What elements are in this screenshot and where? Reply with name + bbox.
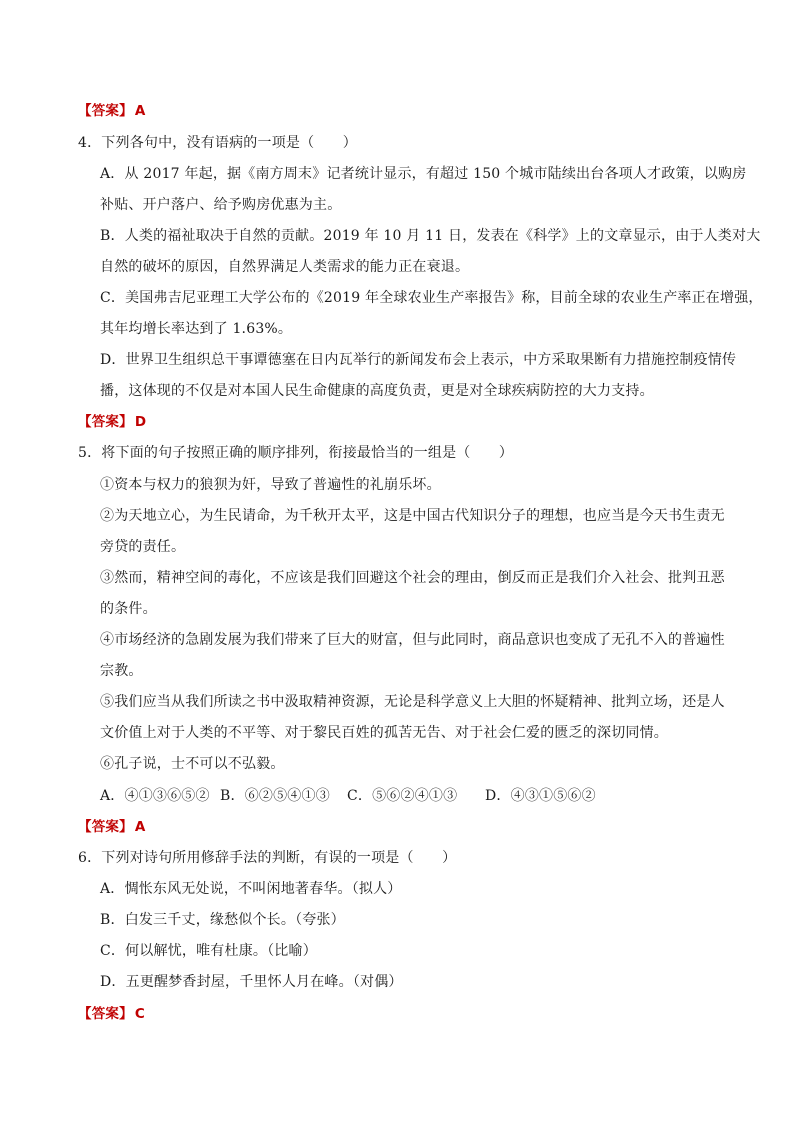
answer-value: A bbox=[134, 819, 146, 835]
answer-label-q3 bbox=[78, 101, 145, 121]
question-4-option-b-line1: B．人类的福祉取决于自然的贡献。2019 年 10 月 11 日，发表在《科学》上的文章显示，由于人类对大 bbox=[100, 228, 761, 244]
answer-value: D bbox=[134, 414, 147, 430]
answer-close-bracket: 】 bbox=[119, 103, 133, 119]
answer-value: A bbox=[134, 103, 146, 119]
answer-open-bracket: 【 bbox=[78, 103, 92, 119]
question-5-sentence-6: ⑥孔子说，士不可以不弘毅。 bbox=[100, 756, 285, 772]
question-5-sentence-5-line1: ⑤我们应当从我们所读之书中汲取精神资源，无论是科学意义上大胆的怀疑精神、批判立场，还是人 bbox=[100, 694, 725, 710]
answer-word: 答案 bbox=[91, 819, 120, 835]
question-6-option-c: C．何以解忧，唯有杜康。（比喻） bbox=[100, 943, 317, 959]
answer-word: 答案 bbox=[91, 1006, 120, 1022]
question-5-stem: 5．将下面的句子按照正确的顺序排列，衔接最恰当的一组是（ ） bbox=[78, 445, 514, 461]
question-5-choice-c: C．⑤⑥②④①③ bbox=[347, 788, 458, 804]
answer-word: 答案 bbox=[91, 414, 120, 430]
question-5-sentence-2-line1: ②为天地立心，为生民请命，为千秋开太平，这是中国古代知识分子的理想，也应当是今天书生责无 bbox=[100, 508, 725, 524]
answer-label-q5 bbox=[78, 817, 145, 837]
question-4-option-d-line2: 播，这体现的不仅是对本国人民生命健康的高度负责，更是对全球疾病防控的大力支持。 bbox=[100, 383, 654, 399]
question-5-sentence-5-line2: 文价值上对于人类的不平等、对于黎民百姓的孤苦无告、对于社会仁爱的匮乏的深切同情。 bbox=[100, 725, 668, 741]
question-5-sentence-3-line1: ③然而，精神空间的毒化，不应该是我们回避这个社会的理由，倒反而正是我们介入社会、批判丑恶 bbox=[100, 570, 725, 586]
question-5-sentence-4-line2: 宗教。 bbox=[100, 663, 143, 679]
answer-label-q4 bbox=[78, 412, 146, 432]
question-6-option-b: B．白发三千丈，缘愁似个长。（夸张） bbox=[100, 912, 345, 928]
question-6-option-d: D．五更醒梦香封屋，千里怀人月在峰。（对偶） bbox=[100, 974, 403, 990]
answer-open-bracket: 【 bbox=[78, 819, 92, 835]
question-4-option-a-line1: A．从 2017 年起，据《南方周末》记者统计显示，有超过 150 个城市陆续出台各项人才政策，以购房 bbox=[100, 166, 747, 182]
answer-value: C bbox=[134, 1006, 145, 1022]
question-5-sentence-3-line2: 的条件。 bbox=[100, 601, 157, 617]
question-6-stem: 6．下列对诗句所用修辞手法的判断，有误的一项是（ ） bbox=[78, 850, 457, 866]
question-5-sentence-2-line2: 旁贷的责任。 bbox=[100, 539, 186, 555]
question-4-option-c-line2: 其年均增长率达到了 1.63%。 bbox=[100, 321, 293, 337]
question-4-option-a-line2: 补贴、开户落户、给予购房优惠为主。 bbox=[100, 197, 342, 213]
question-4-option-b-line2: 自然的破坏的原因，自然界满足人类需求的能力正在衰退。 bbox=[100, 259, 470, 275]
answer-close-bracket: 】 bbox=[119, 819, 133, 835]
answer-word: 答案 bbox=[91, 103, 120, 119]
question-5-sentence-1: ①资本与权力的狼狈为奸，导致了普遍性的礼崩乐坏。 bbox=[100, 477, 441, 493]
question-6-option-a: A．惆怅东风无处说，不叫闲地著春华。（拟人） bbox=[100, 881, 402, 897]
question-4-option-d-line1: D．世界卫生组织总干事谭德塞在日内瓦举行的新闻发布会上表示，中方采取果断有力措施控制疫情传 bbox=[100, 352, 737, 368]
answer-close-bracket: 】 bbox=[119, 414, 133, 430]
question-4-stem: 4．下列各句中，没有语病的一项是（ ） bbox=[78, 135, 357, 151]
question-5-choice-b: B．⑥②⑤④①③ bbox=[220, 788, 330, 804]
question-5-sentence-4-line1: ④市场经济的急剧发展为我们带来了巨大的财富，但与此同时，商品意识也变成了无孔不入的普遍性 bbox=[100, 632, 725, 648]
answer-label-q6 bbox=[78, 1004, 145, 1024]
answer-open-bracket: 【 bbox=[78, 414, 92, 430]
question-4-option-c-line1: C．美国弗吉尼亚理工大学公布的《2019 年全球农业生产率报告》称，目前全球的农业生产率正在增强， bbox=[100, 290, 763, 306]
answer-open-bracket: 【 bbox=[78, 1006, 92, 1022]
answer-close-bracket: 】 bbox=[119, 1006, 133, 1022]
question-5-choice-d: D．④③①⑤⑥② bbox=[485, 788, 596, 804]
question-5-choice-a: A．④①③⑥⑤② bbox=[100, 788, 210, 804]
